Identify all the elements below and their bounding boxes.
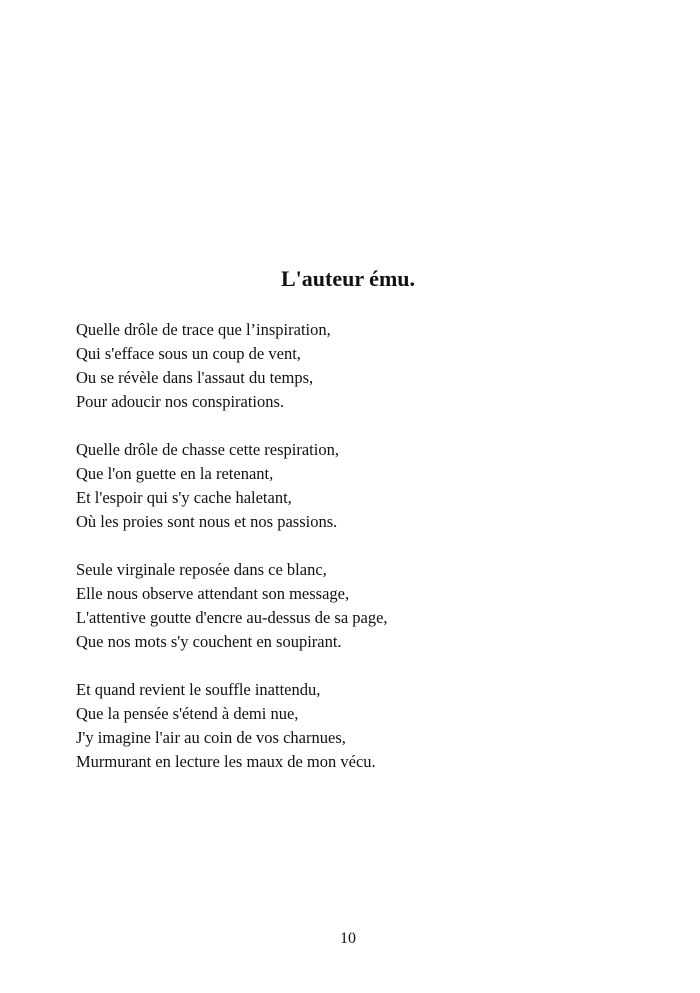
- poem-title: L'auteur ému.: [280, 266, 416, 291]
- verse-line: J'y imagine l'air au coin de vos charnues,: [76, 728, 346, 747]
- verse-line: Que l'on guette en la retenant,: [76, 464, 274, 483]
- page-number: 10: [340, 930, 356, 947]
- verse-line: Elle nous observe attendant son message,: [76, 584, 350, 603]
- poem-body: [76, 318, 388, 798]
- verse-line: Seule virginale reposée dans ce blanc,: [76, 560, 327, 579]
- verse-line: Quelle drôle de chasse cette respiration,: [76, 440, 339, 459]
- verse-line: Que nos mots s'y couchent en soupirant.: [76, 632, 342, 651]
- verse-line: Ou se révèle dans l'assaut du temps,: [76, 368, 314, 387]
- verse-line: Quelle drôle de trace que l’inspiration,: [76, 320, 331, 339]
- verse-line: Que la pensée s'étend à demi nue,: [76, 704, 299, 723]
- verse-line: Où les proies sont nous et nos passions.: [76, 512, 338, 531]
- verse-line: Murmurant en lecture les maux de mon vécu.: [76, 752, 376, 771]
- verse-line: Et quand revient le souffle inattendu,: [76, 680, 321, 699]
- stanza: [76, 678, 388, 774]
- verse-line: L'attentive goutte d'encre au-dessus de sa page,: [76, 608, 388, 627]
- verse-line: Pour adoucir nos conspirations.: [76, 392, 285, 411]
- verse-line: Qui s'efface sous un coup de vent,: [76, 344, 301, 363]
- stanza: [76, 558, 388, 654]
- stanza: [76, 318, 388, 414]
- stanza: [76, 438, 388, 534]
- verse-line: Et l'espoir qui s'y cache haletant,: [76, 488, 292, 507]
